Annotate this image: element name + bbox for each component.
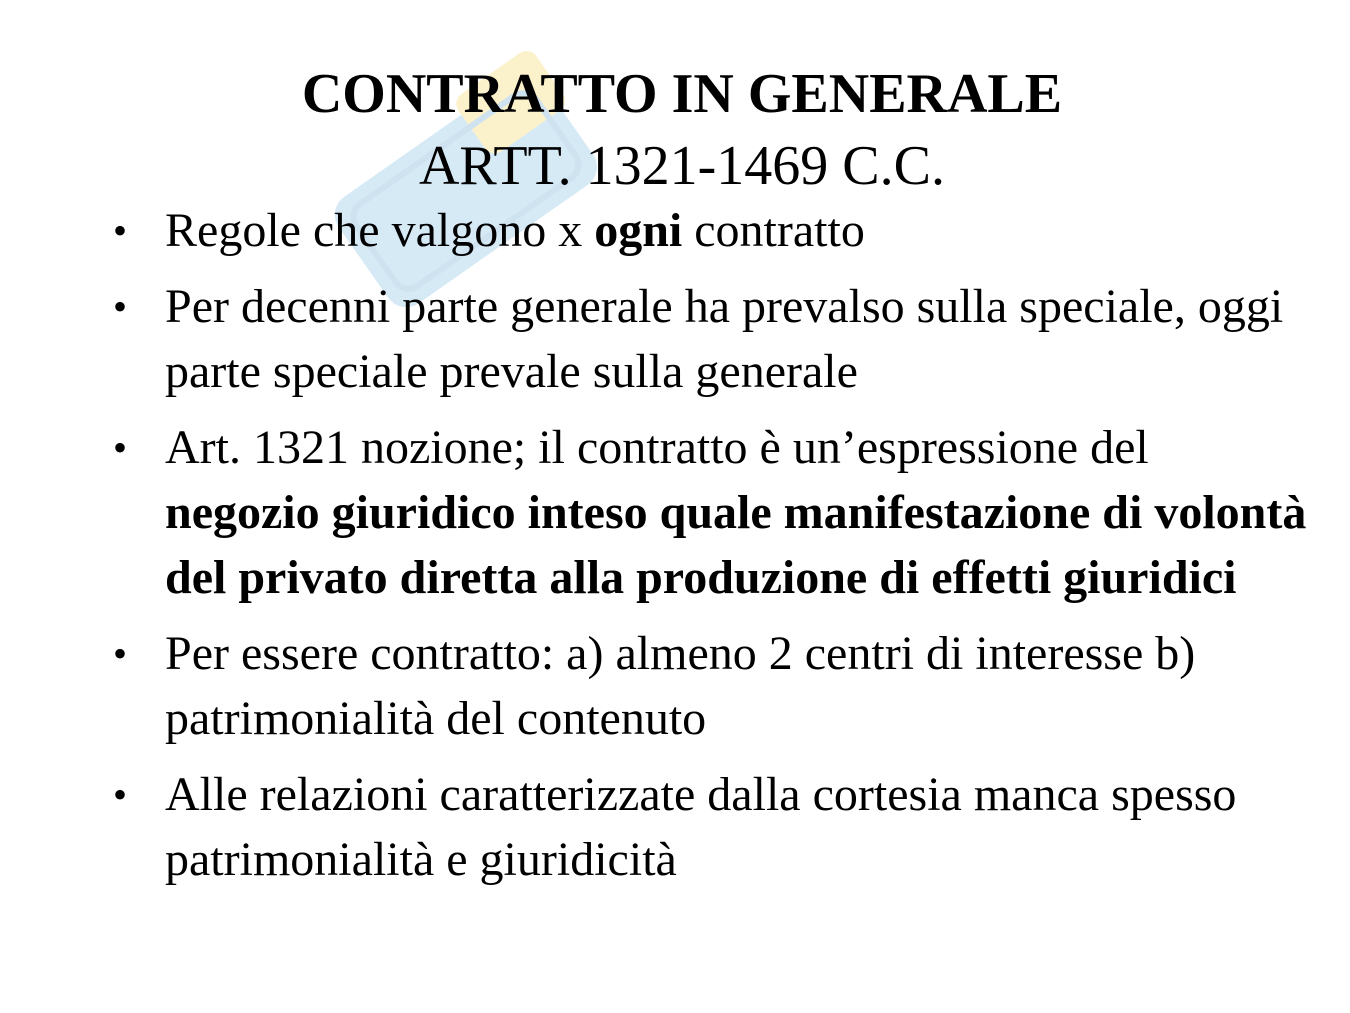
bullet-text: Regole che valgono x <box>165 204 595 257</box>
bullet-dot-icon: • <box>113 772 128 817</box>
page-title: CONTRATTO IN GENERALE <box>301 63 1063 125</box>
bullet-dot-icon: • <box>113 631 128 676</box>
bullet-text: Alle relazioni caratterizzate dalla cortesia manca spesso patrimonialità e giuridicità <box>165 768 1237 886</box>
bullet-dot-icon: • <box>113 208 128 253</box>
bullet-list <box>0 198 1350 903</box>
bullet-bold-text: ogni <box>594 204 683 257</box>
bullet-text: Per essere contratto: a) almeno 2 centri di interesse b) patrimonialità del contenuto <box>165 627 1196 745</box>
bullet-dot-icon: • <box>113 284 128 329</box>
list-item <box>0 274 1350 404</box>
slide-title-block <box>0 58 1350 202</box>
bullet-dot-icon: • <box>113 425 128 470</box>
page-subtitle: ARTT. 1321-1469 C.C. <box>418 135 946 197</box>
list-item <box>0 415 1350 610</box>
bullet-bold-text: negozio giuridico inteso quale manifestazione di volontà del privato diretta alla produzione di effetti giuridici <box>165 486 1307 604</box>
bullet-text: Art. 1321 nozione; il contratto è un’espressione del <box>165 421 1149 474</box>
bullet-text: contratto <box>682 204 865 257</box>
list-item <box>0 621 1350 751</box>
list-item <box>0 198 1350 263</box>
bullet-text: Per decenni parte generale ha prevalso sulla speciale, oggi parte speciale prevale sulla generale <box>165 280 1284 398</box>
list-item <box>0 762 1350 892</box>
